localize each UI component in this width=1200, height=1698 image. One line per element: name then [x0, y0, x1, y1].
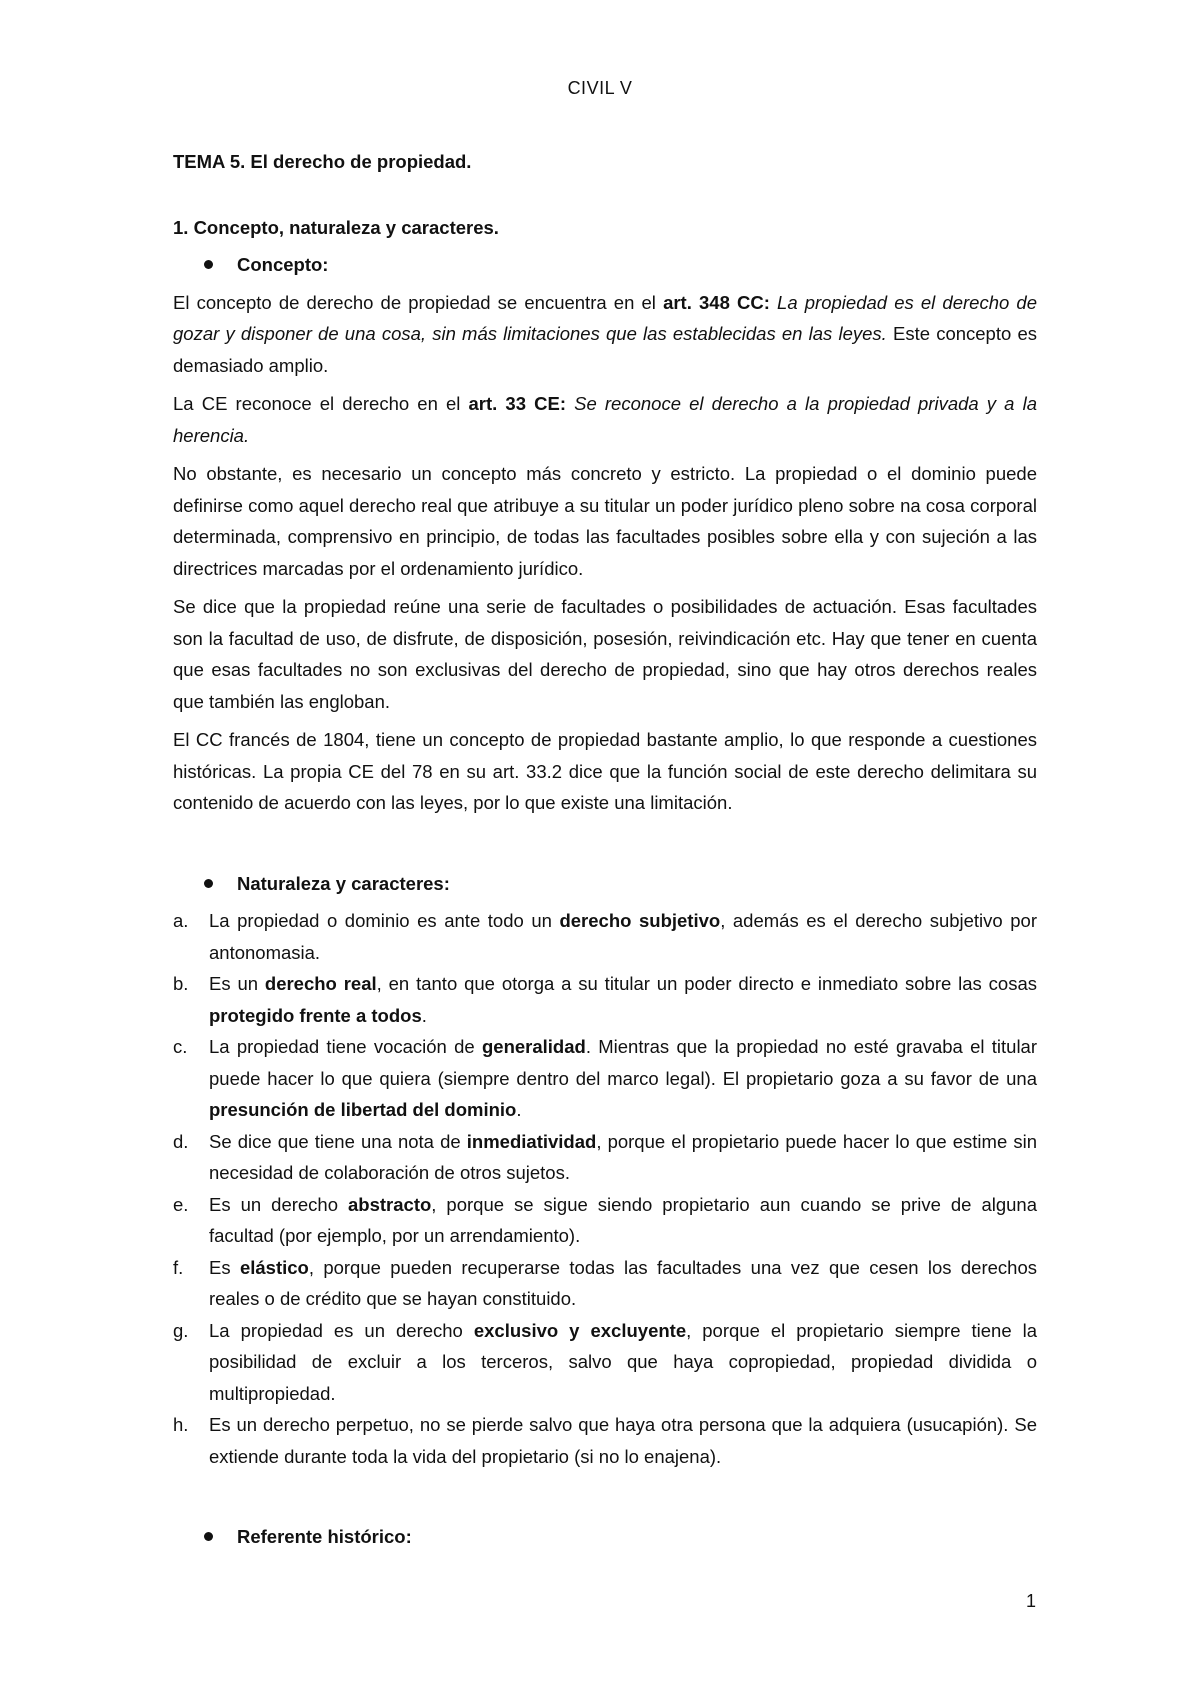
spacer: [173, 1479, 1037, 1521]
list-item: [173, 1126, 1037, 1189]
text-run: , además es el derecho subjetivo por antonomasia.: [209, 910, 1037, 963]
list-marker: c.: [173, 1036, 188, 1057]
bold-term: inmediatividad: [466, 1130, 597, 1152]
list-item: [173, 1252, 1037, 1315]
paragraph-facultades: Se dice que la propiedad reúne una serie de facultades o posibilidades de actuación. Esas facultades son la facultad de uso, de disfrute, de disposición, posesión, reivindicación etc. Hay que tener en cuenta que esas facultades no son exclusivas del derecho de propiedad, sino que hay otros derechos reales que también las engloban.: [173, 596, 1037, 712]
list-item: [173, 1189, 1037, 1252]
list-item-text: [209, 1189, 1037, 1252]
text-run: , en tanto que otorga a su titular un poder directo e inmediato sobre las cosas: [376, 973, 1037, 994]
characteristics-list: [173, 905, 1037, 1472]
paragraph-art-33: [173, 388, 1037, 451]
text-run: Es un derecho perpetuo, no se pierde salvo que haya otra persona que la adquiera (usucapión). Se extiende durante toda la vida del propietario (si no lo enajena).: [209, 1414, 1037, 1467]
bold-term: generalidad: [481, 1036, 586, 1057]
list-item: [173, 1315, 1037, 1410]
text-run: La propiedad es un derecho: [209, 1319, 474, 1341]
subsection-heading-label: Referente histórico:: [237, 1526, 412, 1547]
spacer: [173, 826, 1037, 868]
text-run: La CE reconoce el derecho en el: [173, 393, 469, 414]
list-marker: f.: [173, 1256, 184, 1278]
paragraph-cc-frances: El CC francés de 1804, tiene un concepto de propiedad bastante amplio, lo que responde a cuestiones históricas. La propia CE del 78 en su art. 33.2 dice que la función social de este derecho delimitara su contenido de acuerdo con las leyes, por lo que existe una limitación.: [173, 729, 1037, 813]
list-marker: b.: [173, 973, 189, 994]
list-item: [173, 905, 1037, 968]
article-reference: art. 348 CC:: [663, 291, 770, 313]
article-reference: art. 33 CE:: [468, 393, 566, 414]
list-item-text: [209, 1252, 1037, 1315]
list-item-text: [209, 1315, 1037, 1410]
list-item: [173, 1409, 1037, 1472]
list-item: [173, 1031, 1037, 1126]
text-run: Es un derecho: [209, 1193, 349, 1215]
page-number: 1: [1025, 1591, 1036, 1611]
legal-quote: La propiedad es el derecho de gozar y disponer de una cosa, sin más limitaciones que las establecidas en las leyes.: [173, 291, 1037, 344]
text-run: . Mientras que la propiedad no esté gravaba el titular puede hacer lo que quiera (siempre dentro del marco legal). El propietario goza a su favor de una: [209, 1036, 1038, 1089]
bold-term: abstracto: [348, 1193, 432, 1215]
text-run: .: [421, 1004, 427, 1026]
paragraph-art-348: [173, 287, 1037, 382]
text-run: , porque el propietario siempre tiene la posibilidad de excluir a los terceros, salvo que haya copropiedad, propiedad dividida o multipropiedad.: [209, 1319, 1038, 1404]
list-item-text: [209, 1409, 1037, 1472]
bold-term: elástico: [239, 1256, 309, 1278]
text-run: , porque el propietario puede hacer lo que estime sin necesidad de colaboración de otros sujetos.: [209, 1130, 1037, 1183]
legal-quote: Se reconoce el derecho a la propiedad privada y a la herencia.: [173, 393, 1038, 446]
text-run: [566, 393, 574, 414]
list-item-text: [209, 1031, 1037, 1126]
bold-term: derecho subjetivo: [559, 910, 721, 931]
list-marker: g.: [173, 1319, 189, 1341]
bullet-icon: [204, 1532, 213, 1541]
list-item-text: [209, 905, 1037, 968]
subsection-heading-referente: [173, 1521, 1037, 1553]
running-header: CIVIL V: [567, 78, 633, 98]
text-run: , porque pueden recuperarse todas las facultades una vez que cesen los derechos reales o de crédito que se hayan constituido.: [209, 1256, 1037, 1309]
list-item-text: [209, 1126, 1037, 1189]
text-run: [770, 292, 777, 313]
text-run: .: [516, 1099, 522, 1120]
document-title: TEMA 5. El derecho de propiedad.: [173, 151, 472, 172]
bullet-icon: [204, 260, 213, 269]
text-run: La propiedad tiene vocación de: [209, 1036, 482, 1057]
text-run: Se dice que tiene una nota de: [209, 1130, 467, 1152]
bold-term: protegido frente a todos: [209, 1004, 422, 1026]
text-run: La propiedad o dominio es ante todo un: [209, 910, 560, 931]
bullet-icon: [204, 879, 213, 888]
list-marker: a.: [173, 910, 189, 931]
subsection-heading-label: Concepto:: [237, 254, 329, 275]
text-run: Es: [209, 1256, 240, 1278]
list-item: [173, 968, 1037, 1031]
list-marker: d.: [173, 1130, 189, 1152]
document-body: [173, 146, 1037, 1559]
subsection-heading-label: Naturaleza y caracteres:: [237, 872, 450, 894]
paragraph-definition: No obstante, es necesario un concepto más concreto y estricto. La propiedad o el dominio puede definirse como aquel derecho real que atribuye a su titular un poder jurídico pleno sobre na cosa corporal determinada, comprensivo en principio, de todas las facultades posibles sobre ella y con sujeción a las directrices marcadas por el ordenamiento jurídico.: [173, 463, 1037, 579]
text-run: Este concepto es demasiado amplio.: [173, 323, 1037, 376]
text-run: , porque se sigue siendo propietario aun cuando se prive de alguna facultad (por ejemplo, por un arrendamiento).: [209, 1193, 1037, 1246]
list-marker: e.: [173, 1193, 189, 1215]
section-heading-concepto-naturaleza: 1. Concepto, naturaleza y caracteres.: [173, 216, 499, 238]
bold-term: presunción de libertad del dominio: [209, 1099, 517, 1120]
list-marker: h.: [173, 1414, 189, 1435]
list-item-text: [209, 968, 1037, 1031]
text-run: El concepto de derecho de propiedad se encuentra en el: [173, 291, 664, 313]
text-run: Es un: [209, 973, 265, 994]
bold-term: derecho real: [264, 973, 377, 994]
subsection-heading-concepto: [173, 249, 1037, 281]
bold-term: exclusivo y excluyente: [473, 1319, 687, 1341]
subsection-heading-naturaleza: [173, 868, 1037, 900]
